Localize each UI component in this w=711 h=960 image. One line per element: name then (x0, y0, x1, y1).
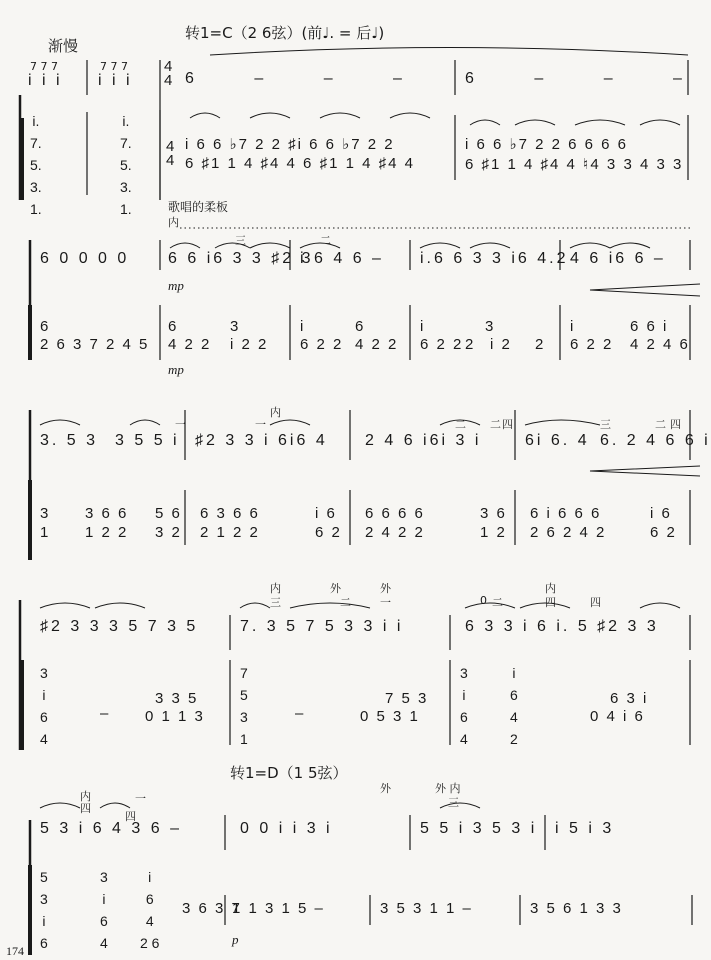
upper-notes: 6 0 0 0 0 (40, 250, 130, 267)
fingering-mark: 三 (600, 418, 611, 431)
outer-inner-mark: 外 内 (435, 782, 461, 795)
chord-note: 1. (30, 201, 42, 217)
outer-string-mark: 外 (380, 582, 391, 595)
tempo-marking: 渐慢 (48, 39, 79, 55)
chord-note: 7 (240, 665, 248, 681)
fingering-mark: 四 (590, 596, 601, 609)
fingering-mark: 一 (380, 596, 391, 609)
fingering-mark: 0 (480, 594, 487, 607)
lower-measure: 3 5 3 1 1 – (380, 900, 473, 917)
inner-string-mark: 内 (270, 406, 281, 419)
lower-chord (460, 662, 468, 750)
fingering-mark: 二 (655, 418, 666, 431)
lower-top: i 6 (315, 505, 337, 522)
inner-string-mark: 内 (270, 582, 281, 595)
fingering-mark: 四 (670, 418, 681, 431)
lower-top: 6 (168, 318, 179, 335)
lower-bottom: 4 2 2 (355, 336, 399, 353)
lower-chord (140, 866, 159, 954)
fingering-mark: 二 (492, 596, 503, 609)
lower-cell: 0 1 1 3 (145, 708, 205, 725)
lower-chord (100, 866, 108, 954)
fingering-mark: 三 (235, 234, 246, 247)
upper-grace-2: 7 7 7 (100, 60, 128, 73)
lower-bottom: 6 2 2 (570, 336, 614, 353)
fingering-mark: 二 (455, 418, 466, 431)
lower-bottom: 4 2 2 (168, 336, 212, 353)
lower-top: 3 6 6 (85, 505, 129, 522)
upper-notes: 6i 6. 4 (525, 432, 590, 449)
upper-notes: 0 0 i i 3 i (240, 820, 333, 837)
rest-dash: – (295, 705, 306, 722)
lower-m1-top: i 6 6 ♭7 2 2 ♯i 6 6 ♭7 2 2 (185, 136, 395, 153)
upper-notes: 2 4 6 i6i 3 i (365, 432, 482, 449)
chord-note: i (42, 913, 46, 929)
lower-top: i (300, 318, 306, 335)
chord-note: 3 (460, 665, 468, 681)
lower-m2-bottom: 6 ♯1 1 4 ♯4 4 ♮4 3 3 4 3 3 (465, 156, 684, 173)
lower-bottom: i 2 (490, 336, 512, 353)
lower-top: 3 6 (480, 505, 507, 522)
lower-chord (40, 662, 48, 750)
chord-note: 1. (120, 201, 132, 217)
chord-note: 7. (120, 135, 132, 151)
outer-string-mark: 外 (330, 582, 341, 595)
expression-label: 歌唱的柔板 (168, 200, 229, 214)
dynamic-mp: mp (168, 278, 184, 293)
chord-note: 3 (40, 665, 48, 681)
outer-string-mark: 外 (380, 782, 391, 795)
lower-chord-2 (120, 110, 132, 220)
inner-string-mark: 内 (80, 790, 91, 803)
chord-note: 4 (460, 731, 468, 747)
fingering-mark: 三 (448, 796, 459, 809)
chord-note: 3 (240, 709, 248, 725)
lower-m2-top: i 6 6 ♭7 2 2 6 6 6 6 (465, 136, 628, 153)
upper-notes: 3. 5 3 (40, 432, 99, 449)
lower-bottom: 1 2 (480, 524, 507, 541)
chord-note: 3 (100, 869, 108, 885)
lower-top: 6 6 6 6 (365, 505, 425, 522)
fingering-mark: 一 (255, 418, 266, 431)
lower-top: 6 (355, 318, 366, 335)
dynamic-mp: mp (168, 362, 184, 377)
chord-note: 1 (240, 731, 248, 747)
lower-bottom: 2 1 2 2 (200, 524, 260, 541)
chord-note: 6 (100, 913, 108, 929)
lower-top: i 6 (650, 505, 672, 522)
lower-top: 6 (40, 318, 51, 335)
chord-note: 2 (510, 731, 518, 747)
lower-cell: 6 3 i (610, 690, 649, 707)
fingering-mark: 二 (320, 234, 331, 247)
upper-notes: 6. 2 4 6 6 i (600, 432, 711, 449)
key-change: 转1=D（1 5弦） (230, 764, 348, 782)
chord-note: 5. (120, 157, 132, 173)
lower-bottom: 2 (535, 336, 546, 353)
chord-note: 4 (145, 913, 154, 929)
chord-note: 7. (30, 135, 42, 151)
chord-note: 3. (30, 179, 42, 195)
fingering-mark: 三 (270, 596, 281, 609)
chord-note: i (512, 665, 516, 681)
fingering-mark: 二 (340, 596, 351, 609)
upper-notes: 7. 3 5 7 5 3 3 i i (240, 618, 404, 635)
time-signature-lower (166, 140, 176, 168)
upper-notes-4: 6 – – – (465, 70, 685, 87)
lower-run: 3 6 3 7 (182, 900, 242, 917)
time-signature-upper (164, 60, 174, 88)
time-sig-top: 4 (164, 58, 175, 75)
time-sig-bottom: 4 (166, 152, 177, 169)
fingering-mark: 四 (502, 418, 513, 431)
lower-cell: 0 5 3 1 (360, 708, 420, 725)
lower-top: 3 (40, 505, 51, 522)
lower-bottom: 2 (465, 336, 476, 353)
upper-notes: ♯2 3 3 3 5 7 3 5 (40, 618, 199, 635)
upper-notes: 3 5 5 i (115, 432, 180, 449)
chord-note: 3 (40, 891, 48, 907)
lower-top: 5 6 (155, 505, 182, 522)
fingering-mark: 四 (80, 802, 91, 815)
lower-chord (40, 866, 48, 954)
lower-bottom: i 2 2 (230, 336, 269, 353)
inner-string-mark: 内 (545, 582, 556, 595)
lower-cell: 0 4 i 6 (590, 708, 645, 725)
dynamic-p: p (232, 932, 239, 947)
upper-notes: 4 6 i6 6 – (570, 250, 666, 267)
lower-bottom: 6 2 2 (420, 336, 464, 353)
lower-top: i (420, 318, 426, 335)
chord-note: 4 (40, 731, 48, 747)
lower-bottom: 6 2 (650, 524, 677, 541)
chord-note: 6 (145, 891, 154, 907)
rest-dash: – (100, 705, 111, 722)
lower-bottom: 2 6 2 4 2 (530, 524, 607, 541)
lower-chord (510, 662, 518, 750)
lower-bottom: 2 6 3 7 2 4 5 (40, 336, 150, 353)
chord-note: 4 (100, 935, 108, 951)
upper-notes: 5 5 i 3 5 3 i (420, 820, 538, 837)
fingering-mark: 一 (175, 418, 186, 431)
lower-cell: 3 3 5 (155, 690, 199, 707)
chord-note: 5 (40, 869, 48, 885)
inner-string-mark: 内 (168, 216, 179, 229)
chord-note: 6 (40, 709, 48, 725)
chord-note: 3. (120, 179, 132, 195)
chord-note: 6 (460, 709, 468, 725)
upper-notes: 6 3 3 i 6 i. 5 ♯2 3 3 (465, 618, 659, 635)
lower-bottom: 1 2 2 (85, 524, 129, 541)
lower-top: 6 3 6 6 (200, 505, 260, 522)
lower-bottom: 6 2 2 (300, 336, 344, 353)
chord-note: 5 (240, 687, 248, 703)
chord-note: i (42, 687, 46, 703)
upper-notes-1: i i i (28, 72, 63, 89)
chord-note: i. (32, 113, 40, 129)
lower-top: 6 6 i (630, 318, 669, 335)
page-number: 174 (6, 944, 24, 958)
lower-top: 6 i 6 6 6 (530, 505, 602, 522)
fingering-mark: 一 (135, 792, 146, 805)
upper-notes: 5 3 i 6 4 3 6 – (40, 820, 182, 837)
time-sig-bottom: 4 (164, 72, 175, 89)
fingering-mark: 四 (545, 596, 556, 609)
lower-top: 3 (230, 318, 241, 335)
lower-bottom: 2 4 2 2 (365, 524, 425, 541)
chord-note: i (102, 891, 106, 907)
chord-note: i (148, 869, 152, 885)
lower-top: 3 (485, 318, 496, 335)
fingering-mark: 二 (490, 418, 501, 431)
key-change: 转1=C（2 6弦）(前♩. = 后♩) (185, 24, 385, 42)
chord-note: 5. (30, 157, 42, 173)
lower-bottom: 6 2 (315, 524, 342, 541)
chord-note: i. (122, 113, 130, 129)
lower-measure: 3 5 6 1 3 3 (530, 900, 623, 917)
chord-note: 2 6 (140, 935, 160, 951)
upper-notes: 6 6 i6 3 3 ♯2 3 (168, 250, 314, 267)
upper-notes-2: i i i (98, 72, 133, 89)
lower-bottom: 3 2 (155, 524, 182, 541)
upper-grace-1: 7 7 7 (30, 60, 58, 73)
lower-cell: 7 5 3 (385, 690, 429, 707)
upper-notes: i.6 6 3 3 i6 4.2 (420, 250, 569, 267)
chord-note: 4 (510, 709, 518, 725)
lower-measure: 1 1 3 1 5 – (232, 900, 325, 917)
upper-notes: ♯2 3 3 i 6i6 4 (195, 432, 328, 449)
lower-top: i (570, 318, 576, 335)
time-sig-top: 4 (166, 138, 177, 155)
lower-bottom: 1 (40, 524, 51, 541)
chord-note: 6 (40, 935, 48, 951)
lower-bottom: 4 2 4 6 (630, 336, 690, 353)
upper-notes-3: 6 – – – (185, 70, 405, 87)
lower-m1-bottom: 6 ♯1 1 4 ♯4 4 6 ♯1 1 4 ♯4 4 (185, 155, 415, 172)
upper-notes: i 5 i 3 (555, 820, 615, 837)
upper-notes: i 6 4 6 – (300, 250, 384, 267)
lower-chord-1 (30, 110, 42, 220)
chord-note: 6 (510, 687, 518, 703)
lower-chord (240, 662, 248, 750)
fingering-mark: 四 (125, 810, 136, 823)
chord-note: i (462, 687, 466, 703)
